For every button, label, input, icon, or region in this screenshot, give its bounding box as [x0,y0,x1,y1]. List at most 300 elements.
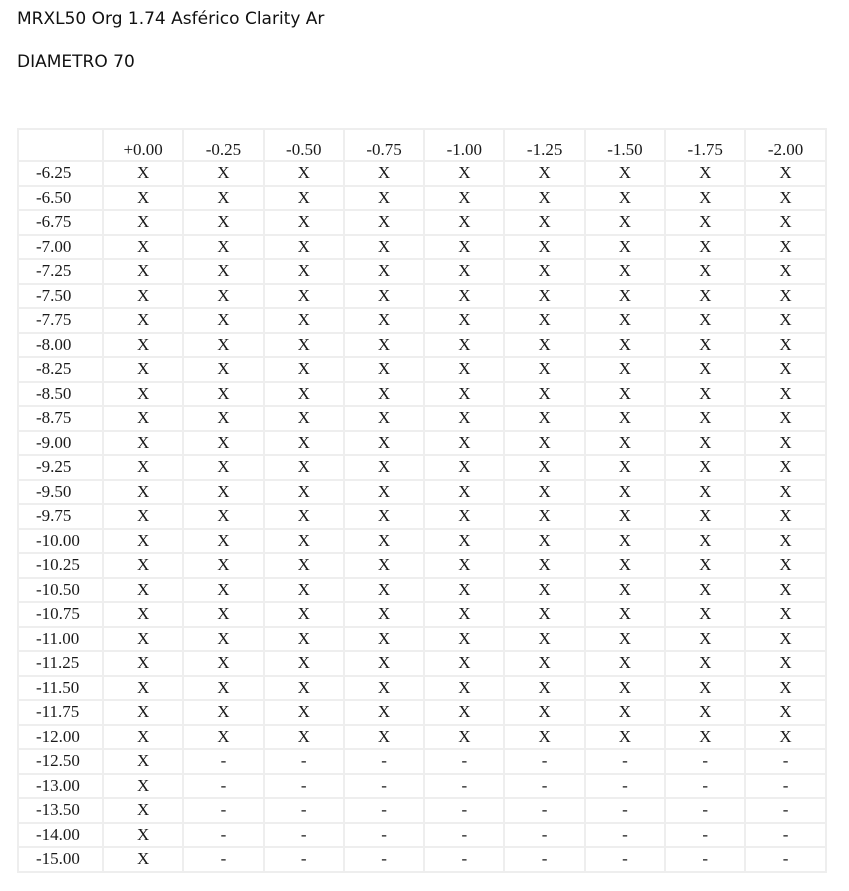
availability-cell: X [425,211,503,234]
availability-cell: X [265,334,343,357]
row-header: -7.75 [19,309,102,332]
availability-cell: X [746,726,824,749]
availability-cell: X [425,285,503,308]
availability-cell: X [184,260,262,283]
availability-cell: - [586,750,664,773]
availability-cell: X [746,162,824,185]
availability-cell: X [345,628,423,651]
availability-cell: - [666,750,744,773]
table-row [19,750,825,773]
table-row [19,701,825,724]
availability-cell: X [746,334,824,357]
availability-cell: X [265,530,343,553]
table-row [19,211,825,234]
row-header: -6.25 [19,162,102,185]
availability-cell: X [746,554,824,577]
availability-cell: X [505,530,583,553]
column-header: +0.00 [104,130,182,160]
availability-cell: X [666,579,744,602]
availability-cell: X [104,701,182,724]
row-header: -6.50 [19,187,102,210]
availability-cell: X [505,407,583,430]
availability-cell: X [345,726,423,749]
table-row [19,652,825,675]
table-row [19,824,825,847]
availability-cell: X [345,334,423,357]
table-row [19,162,825,185]
availability-cell: - [746,750,824,773]
table-row [19,285,825,308]
availability-cell: X [425,407,503,430]
availability-cell: X [345,530,423,553]
row-header: -12.00 [19,726,102,749]
table-row [19,236,825,259]
availability-cell: X [104,848,182,871]
availability-cell: X [184,309,262,332]
table-row [19,334,825,357]
availability-cell: X [184,432,262,455]
availability-cell: X [746,481,824,504]
availability-cell: - [345,799,423,822]
row-header: -8.00 [19,334,102,357]
availability-cell: X [184,579,262,602]
availability-cell: - [505,848,583,871]
availability-cell: X [345,260,423,283]
availability-cell: X [345,407,423,430]
availability-cell: X [265,726,343,749]
table-row [19,481,825,504]
availability-cell: X [586,628,664,651]
availability-cell: X [746,432,824,455]
availability-cell: X [104,383,182,406]
availability-cell: X [184,407,262,430]
availability-cell: X [104,162,182,185]
availability-cell: X [184,481,262,504]
table-row [19,260,825,283]
availability-cell: X [505,285,583,308]
column-header: -1.75 [666,130,744,160]
availability-cell: X [505,603,583,626]
availability-cell: X [425,481,503,504]
availability-cell: X [265,628,343,651]
availability-cell: X [586,481,664,504]
availability-cell: X [104,260,182,283]
row-header: -7.50 [19,285,102,308]
availability-cell: X [104,481,182,504]
table-row [19,187,825,210]
row-header: -12.50 [19,750,102,773]
availability-cell: - [345,775,423,798]
availability-cell: X [666,456,744,479]
row-header: -9.50 [19,481,102,504]
availability-cell: X [666,162,744,185]
diameter-label: DIAMETRO 70 [17,52,135,72]
availability-cell: X [425,456,503,479]
availability-cell: X [666,505,744,528]
availability-cell: X [666,481,744,504]
document-title: MRXL50 Org 1.74 Asférico Clarity Ar [17,9,325,29]
availability-cell: X [586,383,664,406]
availability-cell: X [184,162,262,185]
availability-cell: X [666,383,744,406]
availability-table [17,128,827,873]
availability-cell: - [265,824,343,847]
availability-cell: X [345,677,423,700]
availability-cell: X [746,701,824,724]
availability-cell: X [666,285,744,308]
availability-cell: X [666,187,744,210]
availability-cell: X [505,554,583,577]
availability-cell: - [666,824,744,847]
availability-cell: X [104,824,182,847]
availability-cell: X [505,481,583,504]
availability-cell: X [425,162,503,185]
table-row [19,456,825,479]
availability-cell: X [184,334,262,357]
availability-cell: X [104,554,182,577]
availability-cell: X [505,652,583,675]
availability-cell: - [184,824,262,847]
availability-cell: X [746,236,824,259]
row-header: -8.75 [19,407,102,430]
availability-cell: X [505,358,583,381]
availability-cell: X [425,652,503,675]
column-header: -1.00 [425,130,503,160]
availability-cell: X [425,530,503,553]
availability-cell: - [746,799,824,822]
availability-cell: X [265,456,343,479]
availability-cell: - [666,799,744,822]
availability-cell: X [184,726,262,749]
table-row [19,358,825,381]
availability-cell: X [586,236,664,259]
row-header: -9.75 [19,505,102,528]
availability-cell: - [425,824,503,847]
availability-cell: X [586,260,664,283]
availability-cell: X [586,407,664,430]
availability-cell: X [104,530,182,553]
availability-cell: X [586,530,664,553]
availability-cell: - [586,848,664,871]
availability-cell: X [265,603,343,626]
availability-cell: X [104,750,182,773]
availability-cell: X [265,481,343,504]
row-header: -10.50 [19,579,102,602]
availability-cell: X [505,383,583,406]
availability-cell: X [345,456,423,479]
availability-cell: X [666,628,744,651]
availability-cell: X [425,260,503,283]
availability-cell: X [666,726,744,749]
availability-cell: X [104,799,182,822]
table-row [19,383,825,406]
availability-cell: X [746,260,824,283]
availability-cell: X [746,285,824,308]
availability-cell: - [265,750,343,773]
availability-cell: X [425,236,503,259]
availability-cell: X [104,358,182,381]
availability-cell: X [265,309,343,332]
availability-cell: - [265,848,343,871]
availability-cell: - [666,848,744,871]
availability-cell: X [746,677,824,700]
availability-cell: - [586,824,664,847]
availability-cell: - [505,824,583,847]
availability-cell: - [184,848,262,871]
availability-cell: X [184,383,262,406]
availability-cell: X [184,505,262,528]
availability-cell: - [586,799,664,822]
availability-cell: X [586,505,664,528]
availability-cell: X [104,652,182,675]
availability-cell: X [104,775,182,798]
availability-cell: X [184,456,262,479]
row-header: -11.25 [19,652,102,675]
availability-grid [17,128,827,873]
availability-cell: - [345,750,423,773]
availability-cell: X [505,187,583,210]
availability-cell: X [104,334,182,357]
availability-cell: X [746,505,824,528]
availability-cell: X [425,358,503,381]
row-header: -7.25 [19,260,102,283]
availability-cell: X [104,505,182,528]
availability-cell: X [425,554,503,577]
availability-cell: X [345,187,423,210]
availability-cell: X [104,407,182,430]
availability-cell: X [345,162,423,185]
availability-cell: X [265,162,343,185]
availability-cell: X [265,260,343,283]
availability-cell: X [425,187,503,210]
availability-cell: X [586,162,664,185]
row-header: -11.75 [19,701,102,724]
availability-cell: X [746,603,824,626]
availability-cell: X [586,285,664,308]
availability-cell: - [345,824,423,847]
availability-cell: X [345,383,423,406]
availability-cell: X [345,481,423,504]
availability-cell: X [425,309,503,332]
row-header: -15.00 [19,848,102,871]
availability-cell: X [666,530,744,553]
availability-cell: X [505,334,583,357]
availability-cell: X [505,309,583,332]
table-row [19,603,825,626]
availability-cell: X [586,554,664,577]
availability-cell: X [345,211,423,234]
availability-cell: X [184,603,262,626]
availability-cell: X [104,285,182,308]
availability-cell: X [505,505,583,528]
availability-cell: X [746,407,824,430]
column-header: -1.50 [586,130,664,160]
table-row [19,799,825,822]
availability-cell: X [184,236,262,259]
availability-cell: X [265,701,343,724]
availability-cell: X [666,677,744,700]
row-header: -10.75 [19,603,102,626]
availability-cell: - [184,775,262,798]
availability-cell: X [746,530,824,553]
availability-cell: X [104,309,182,332]
row-header: -13.00 [19,775,102,798]
availability-cell: - [425,848,503,871]
availability-cell: X [505,677,583,700]
availability-cell: X [746,211,824,234]
availability-cell: X [586,334,664,357]
table-row [19,848,825,871]
corner-cell [19,130,102,160]
availability-cell: X [746,456,824,479]
availability-cell: X [505,701,583,724]
availability-cell: X [666,603,744,626]
availability-cell: X [104,726,182,749]
availability-cell: X [104,677,182,700]
availability-cell: - [265,799,343,822]
availability-cell: - [345,848,423,871]
availability-cell: X [425,383,503,406]
availability-cell: X [104,432,182,455]
availability-cell: - [746,775,824,798]
availability-cell: X [666,236,744,259]
availability-cell: X [586,358,664,381]
availability-cell: X [425,432,503,455]
availability-cell: X [265,211,343,234]
table-row [19,554,825,577]
availability-cell: X [184,211,262,234]
availability-cell: X [666,260,744,283]
availability-cell: X [425,334,503,357]
table-row [19,677,825,700]
availability-cell: X [104,603,182,626]
availability-cell: X [505,579,583,602]
availability-cell: X [265,579,343,602]
row-header: -11.50 [19,677,102,700]
availability-cell: - [265,775,343,798]
availability-cell: X [184,701,262,724]
availability-cell: X [746,383,824,406]
availability-cell: X [345,285,423,308]
availability-cell: X [505,456,583,479]
availability-cell: X [746,579,824,602]
row-header: -10.00 [19,530,102,553]
availability-cell: X [586,309,664,332]
availability-cell: X [104,187,182,210]
availability-cell: X [265,383,343,406]
availability-cell: X [345,432,423,455]
availability-cell: X [184,358,262,381]
availability-cell: X [586,211,664,234]
availability-cell: X [425,603,503,626]
availability-cell: X [345,309,423,332]
availability-cell: X [345,236,423,259]
row-header: -7.00 [19,236,102,259]
availability-cell: X [586,701,664,724]
availability-cell: X [505,726,583,749]
availability-cell: X [746,309,824,332]
availability-cell: - [425,799,503,822]
availability-cell: X [586,456,664,479]
availability-cell: X [265,187,343,210]
header-row [19,130,825,160]
table-row [19,407,825,430]
availability-cell: X [586,432,664,455]
availability-cell: X [666,554,744,577]
availability-cell: X [586,677,664,700]
availability-cell: X [425,505,503,528]
availability-cell: X [505,628,583,651]
availability-cell: X [345,554,423,577]
availability-cell: X [505,236,583,259]
availability-cell: X [586,579,664,602]
availability-cell: X [345,701,423,724]
availability-cell: X [184,677,262,700]
availability-cell: X [746,628,824,651]
availability-cell: X [425,726,503,749]
availability-cell: X [746,652,824,675]
table-row [19,775,825,798]
availability-cell: X [265,358,343,381]
availability-cell: X [104,628,182,651]
row-header: -10.25 [19,554,102,577]
row-header: -9.25 [19,456,102,479]
availability-cell: X [265,505,343,528]
availability-cell: X [104,236,182,259]
availability-cell: - [746,824,824,847]
row-header: -8.25 [19,358,102,381]
availability-cell: X [104,211,182,234]
table-row [19,309,825,332]
column-header: -0.50 [265,130,343,160]
availability-cell: X [746,187,824,210]
availability-cell: X [265,652,343,675]
row-header: -13.50 [19,799,102,822]
availability-cell: X [265,236,343,259]
row-header: -9.00 [19,432,102,455]
row-header: -14.00 [19,824,102,847]
table-row [19,628,825,651]
availability-cell: X [265,677,343,700]
availability-cell: X [184,554,262,577]
availability-cell: X [666,701,744,724]
table-row [19,432,825,455]
availability-cell: X [666,358,744,381]
availability-cell: X [666,334,744,357]
availability-cell: X [184,628,262,651]
availability-cell: X [666,407,744,430]
availability-cell: - [746,848,824,871]
availability-cell: X [425,701,503,724]
availability-cell: X [345,579,423,602]
availability-cell: X [666,652,744,675]
availability-cell: X [184,652,262,675]
availability-cell: X [666,309,744,332]
availability-cell: X [184,285,262,308]
availability-cell: X [425,579,503,602]
table-row [19,579,825,602]
availability-cell: X [345,505,423,528]
availability-cell: X [265,407,343,430]
availability-cell: - [586,775,664,798]
table-row [19,530,825,553]
grid-body [19,162,825,871]
availability-cell: - [184,750,262,773]
availability-cell: - [505,750,583,773]
availability-cell: X [265,432,343,455]
column-header: -2.00 [746,130,824,160]
availability-cell: X [425,677,503,700]
